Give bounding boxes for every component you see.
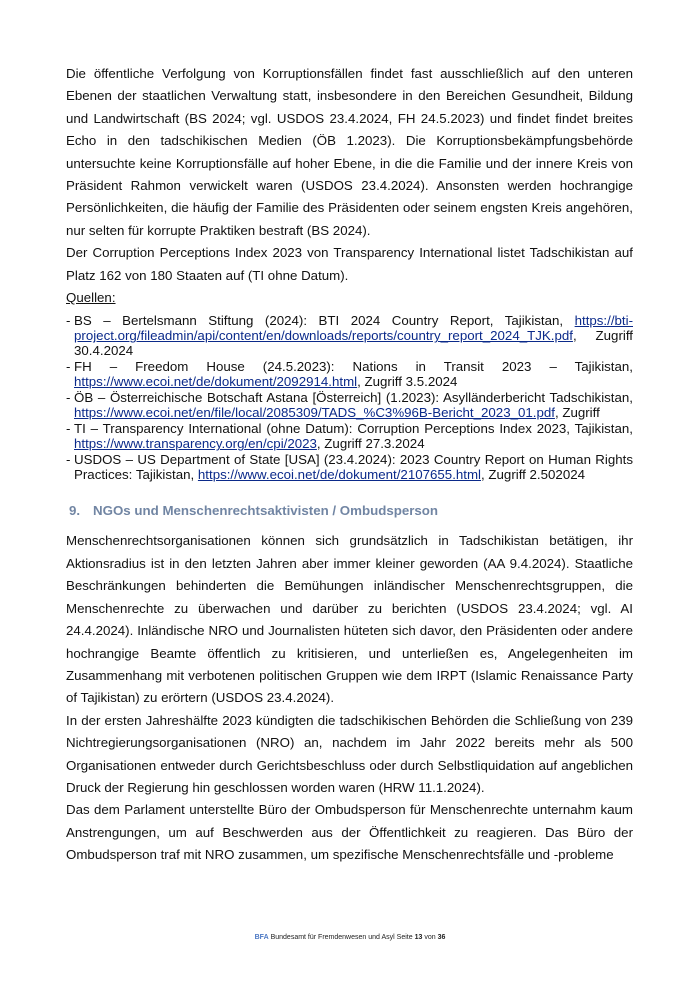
source-text: BS – Bertelsmann Stiftung (2024): BTI 2024 Country Report, Tajikistan, bbox=[74, 313, 575, 329]
source-access: , Zugriff 30.4.2024 bbox=[74, 328, 633, 359]
source-text: ÖB – Österreichische Botschaft Astana [Österreich] (1.2023): Asylländerbericht Tadschikistan, bbox=[74, 390, 633, 406]
footer-of-word: von bbox=[424, 934, 436, 941]
list-dash: - bbox=[66, 421, 71, 437]
source-link[interactable]: https://www.ecoi.net/de/dokument/2107655.html bbox=[197, 467, 482, 483]
source-item-fh bbox=[66, 359, 633, 389]
source-access: , Zugriff bbox=[554, 405, 600, 421]
document-page bbox=[66, 63, 633, 867]
source-text: USDOS – US Department of State [USA] (23.4.2024): 2023 Country Report on Human Rights Practices: Tajikistan, bbox=[74, 452, 633, 483]
source-access: , Zugriff 27.3.2024 bbox=[316, 436, 425, 452]
source-link[interactable]: https://www.transparency.org/en/cpi/2023 bbox=[74, 436, 317, 452]
list-dash: - bbox=[66, 313, 71, 329]
paragraph-cpi: Der Corruption Perceptions Index 2023 von Transparency International listet Tadschikistan auf Platz 162 von 180 Staaten auf (TI ohne Datum). bbox=[66, 245, 633, 283]
source-item-bs bbox=[66, 313, 633, 358]
source-link[interactable]: https://www.ecoi.net/en/file/local/2085309/TADS_%C3%96B-Bericht_2023_01.pdf bbox=[74, 405, 555, 421]
source-access: , Zugriff 2.502024 bbox=[481, 467, 586, 483]
paragraph-ngo-closures: In der ersten Jahreshälfte 2023 kündigten die tadschikischen Behörden die Schließung von 239 Nichtregierungsorganisationen (NRO) an, nachdem im Jahr 2022 bereits mehr als 500 Organisationen entweder durch Gerichtsbeschluss oder durch Selbstliquidation auf angeblichen Druck der Regierung hin geschlossen worden waren (HRW 11.1.2024). bbox=[66, 712, 633, 795]
source-link[interactable]: https://bti-project.org/fileadmin/api/content/en/downloads/reports/country_report_2024_TJK.pdf bbox=[74, 313, 633, 344]
source-item-usdos bbox=[66, 452, 633, 482]
sources-list bbox=[66, 313, 633, 482]
source-item-oeb bbox=[66, 390, 633, 420]
footer-agency: Bundesamt für Fremdenwesen und Asyl bbox=[270, 934, 395, 941]
list-dash: - bbox=[66, 390, 71, 406]
source-item-ti bbox=[66, 421, 633, 451]
paragraph-corruption-prosecution: Die öffentliche Verfolgung von Korruptionsfällen findet fast ausschließlich auf den unteren Ebenen der staatlichen Verwaltung statt, insbesondere in den Bereichen Gesundheit, Bildung und Landwirtschaft (BS 2024; vgl. USDOS 23.4.2024, FH 24.5.2023) und findet findet breites Echo in den tadschikischen Medien (ÖB 1.2023). Die Korruptionsbekämpfungsbehörde untersuchte keine Korruptionsfälle auf hoher Ebene, in die die Familie und der innere Kreis von Präsident Rahmon verwickelt waren (USDOS 23.4.2024). Ansonsten werden hochrangige Persönlichkeiten, die häufig der Familie des Präsidenten oder seinem engsten Kreis angehören, nur selten für korrupte Praktiken bestraft (BS 2024). bbox=[66, 66, 633, 238]
list-dash: - bbox=[66, 359, 71, 375]
section-title: NGOs und Menschenrechtsaktivisten / Ombudsperson bbox=[93, 503, 439, 519]
list-dash: - bbox=[66, 452, 71, 468]
source-text: FH – Freedom House (24.5.2023): Nations in Transit 2023 – Tajikistan, bbox=[74, 359, 633, 375]
footer-brand: BFA bbox=[254, 934, 269, 941]
section-number: 9. bbox=[69, 503, 81, 519]
footer-page-total: 36 bbox=[437, 934, 446, 941]
footer-page-word: Seite bbox=[396, 934, 413, 941]
sources-label: Quellen: bbox=[66, 290, 116, 306]
source-link[interactable]: https://www.ecoi.net/de/dokument/2092914.html bbox=[74, 374, 358, 390]
source-text: TI – Transparency International (ohne Datum): Corruption Perceptions Index 2023, Tajikistan, bbox=[74, 421, 633, 437]
source-access: , Zugriff 3.5.2024 bbox=[357, 374, 458, 390]
footer-page-number: 13 bbox=[414, 934, 423, 941]
page-footer bbox=[0, 934, 700, 941]
section-heading bbox=[66, 502, 633, 520]
paragraph-ombudsperson: Das dem Parlament unterstellte Büro der Ombudsperson für Menschenrechte unternahm kaum Anstrengungen, um auf Beschwerden aus der Öffentlichkeit zu reagieren. Das Büro der Ombudsperson traf mit NRO zusammen, um spezifische Menschenrechtsfälle und -probleme bbox=[66, 802, 633, 863]
paragraph-hr-organisations: Menschenrechtsorganisationen können sich grundsätzlich in Tadschikistan betätigen, ihr Aktionsradius ist in den letzten Jahren aber immer kleiner geworden (AA 9.4.2024). Staatliche Beschränkungen behinderten die Bemühungen inländischer Menschenrechtsgruppen, die Menschenrechte zu überwachen und darüber zu berichten (USDOS 23.4.2024; vgl. AI 24.4.2024). Inländische NRO und Journalisten hüteten sich davor, den Präsidenten oder andere hochrangige Beamte öffentlich zu kritisieren, und unterließen es, Angelegenheiten im Zusammenhang mit verbotenen politischen Gruppen wie dem IRPT (Islamic Renaissance Party of Tajikistan) zu erörtern (USDOS 23.4.2024). bbox=[66, 533, 633, 706]
